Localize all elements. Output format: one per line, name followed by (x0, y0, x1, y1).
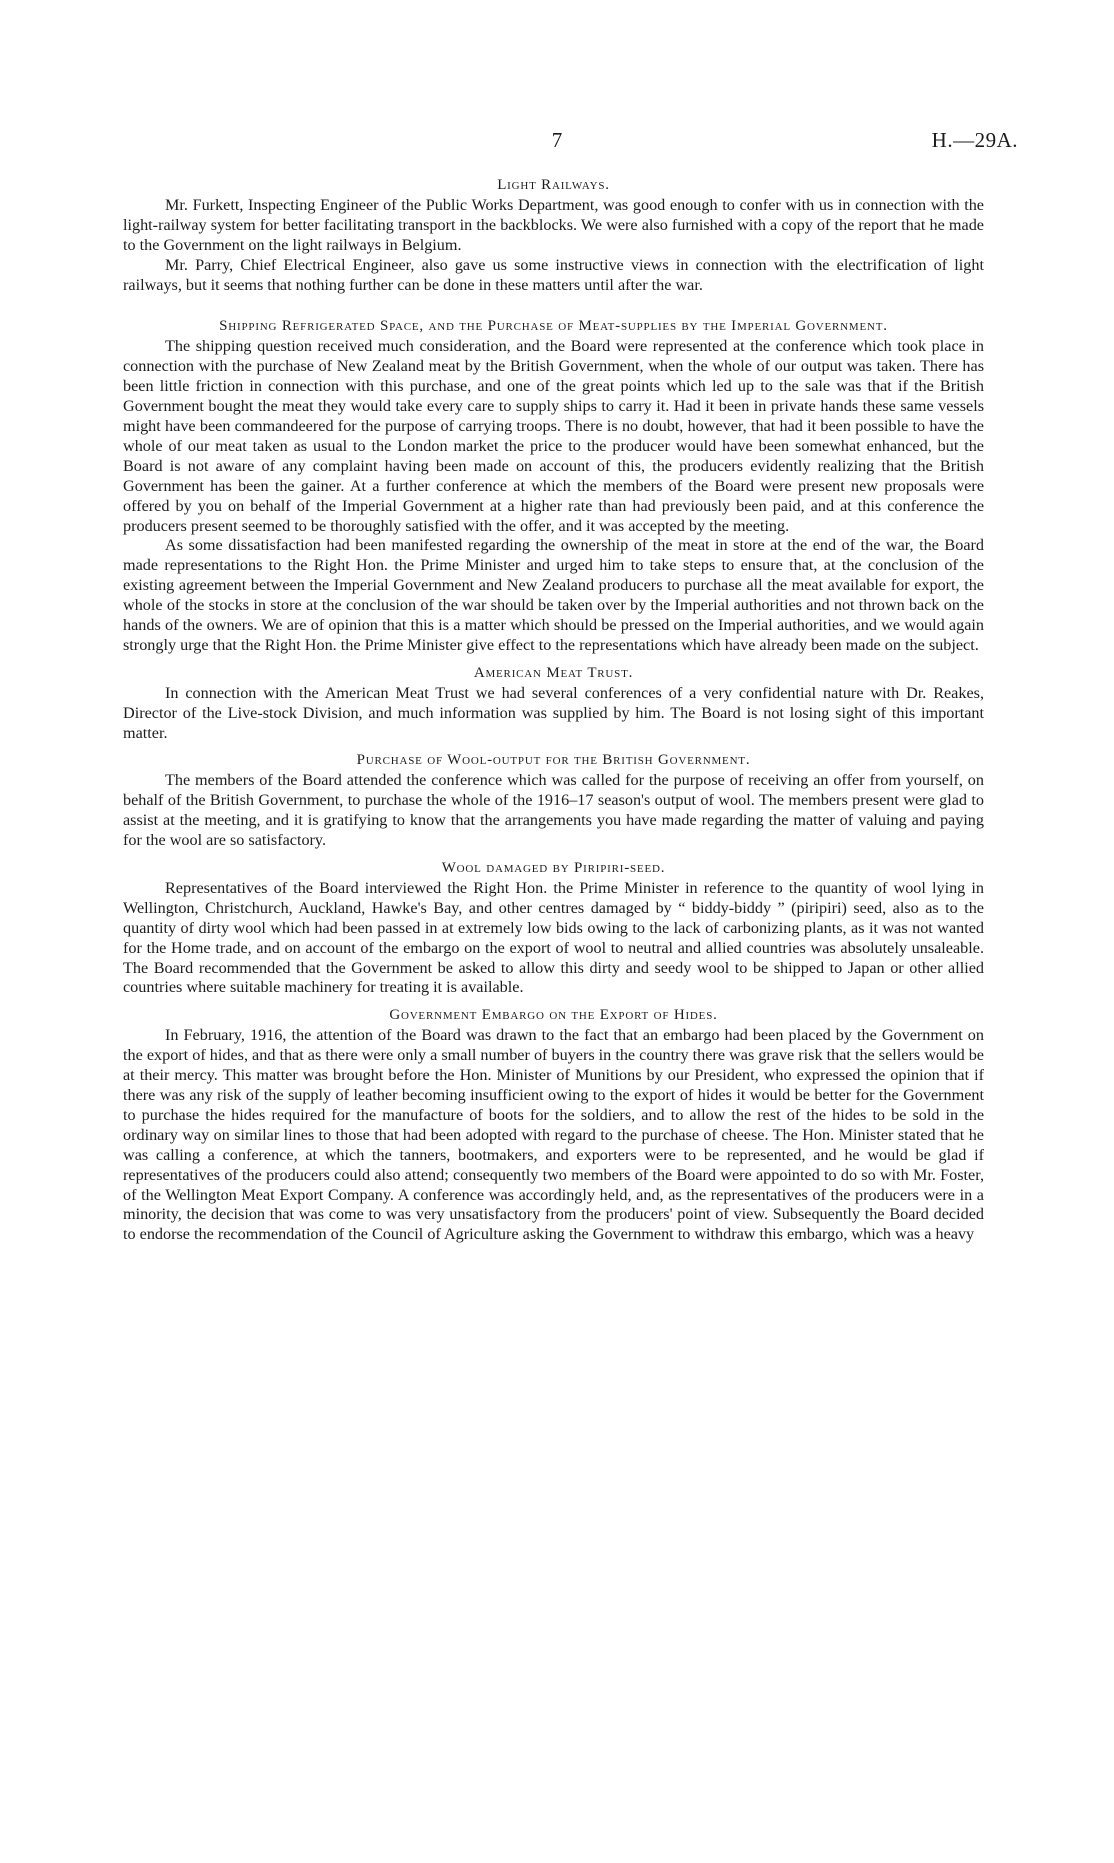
page-body (123, 176, 984, 1245)
section-heading: American Meat Trust. (473, 664, 634, 681)
paragraph: Representatives of the Board interviewed the Right Hon. the Prime Minister in reference to the quantity of wool lying in Wellington, Christchurch, Auckland, Hawke's Bay, and other centres damaged by “ biddy-biddy ” (piripiri) seed, also as to the quantity of dirty wool which had been passed in at extremely low bids owing to the lack of carbonizing plants, as it was not wanted for the Home trade, and on account of the embargo on the export of wool to neutral and allied countries was absolutely unsaleable. The Board recommended that the Government be asked to allow this dirty and seedy wool to be shipped to Japan or other allied countries where suitable machinery for treating it is available. (123, 878, 984, 997)
section-heading: Wool damaged by Piripiri-seed. (441, 860, 666, 876)
section-heading: Government Embargo on the Export of Hides. (389, 1007, 718, 1024)
section-embargo-on-export-of-hides (123, 1006, 984, 1245)
section-wool-damaged-by-piripiri (123, 859, 984, 998)
paragraph: Mr. Parry, Chief Electrical Engineer, also gave us some instructive views in connection with the electrification of light railways, but it seems that nothing further can be done in these matters until after the war. (123, 255, 984, 294)
section-heading: Light Railways. (497, 177, 610, 193)
document-reference: H.—29A. (931, 128, 1018, 152)
section-american-meat-trust (123, 664, 984, 744)
paragraph: The members of the Board attended the conference which was called for the purpose of receiving an offer from yourself, on behalf of the British Government, to purchase the whole of the 1916–17 season's output of wool. The members present were glad to assist at the meeting, and it is gratifying to know that the arrangements you have made regarding the matter of valuing and paying for the wool are so satisfactory. (123, 771, 984, 850)
paragraph: In connection with the American Meat Trust we had several conferences of a very confidential nature with Dr. Reakes, Director of the Live-stock Division, and much information was supplied by him. The Board is not losing sight of this important matter. (123, 683, 984, 742)
paragraph: As some dissatisfaction had been manifested regarding the ownership of the meat in store at the end of the war, the Board made representations to the Right Hon. the Prime Minister and urged him to take steps to ensure that, at the conclusion of the existing agreement between the Imperial Government and New Zealand producers to purchase all the meat available for export, the whole of the stocks in store at the conclusion of the war should be taken over by the Imperial authorities and not thrown back on the hands of the owners. We are of opinion that this is a matter which should be pressed on the Imperial authorities, and we would again strongly urge that the Right Hon. the Prime Minister give effect to the representations which have already been made on the subject. (123, 536, 984, 654)
section-light-railways (123, 176, 984, 295)
section-purchase-of-wool-output (123, 751, 984, 851)
paragraph: In February, 1916, the attention of the Board was drawn to the fact that an embargo had been placed by the Government on the export of hides, and that as there were only a small number of buyers in the country there was grave risk that the sellers would be at their mercy. This matter was brought before the Hon. Minister of Munitions by our President, who expressed the opinion that if there was any risk of the supply of leather becoming insufficient owing to the export of hides it would be better for the Government to purchase the hides required for the manufacture of boots for the soldiers, and to allow the rest of the hides to be sold in the ordinary way on similar lines to those that had been adopted with regard to the purchase of cheese. The Hon. Minister stated that he was calling a conference, at which the tanners, bootmakers, and exporters were to be represented, and he would be glad if representatives of the producers could also attend; consequently two members of the Board were appointed to do so with Mr. Foster, of the Wellington Meat Export Company. A conference was accordingly held, and, as the representatives of the producers were in a minority, the decision that was come to was very unsatisfactory from the producers' point of view. Subsequently the Board decided to endorse the recommendation of the Council of Agriculture asking the Government to withdraw this embargo, which was a heavy (123, 1026, 984, 1244)
section-heading: Purchase of Wool-output for the British Government. (356, 752, 751, 769)
page-number: 7 (551, 128, 563, 152)
paragraph: Mr. Furkett, Inspecting Engineer of the Public Works Department, was good enough to confer with us in connection with the light-railway system for better facilitating transport in the backblocks. We were also furnished with a copy of the report that he made to the Government on the light railways in Belgium. (123, 195, 984, 254)
section-shipping-refrigerated-space (123, 317, 984, 655)
section-heading: Shipping Refrigerated Space, and the Purchase of Meat-supplies by the Imperial Government. (219, 318, 888, 335)
paragraph: The shipping question received much consideration, and the Board were represented at the conference which took place in connection with the purchase of New Zealand meat by the British Government, when the whole of our output was taken. There has been little friction in connection with this purchase, and one of the great points which led up to the sale was that if the British Government bought the meat they would take every care to supply ships to carry it. Had it been in private hands these same vessels might have been commandeered for the purpose of carrying troops. There is no doubt, however, that had it been possible to have the whole of our meat taken as usual to the London market the price to the producer would have been somewhat enhanced, but the Board is not aware of any complaint having been made on account of this, the producers evidently realizing that the British Government has been the gainer. At a further conference at which the members of the Board were present new proposals were offered by you on behalf of the Imperial Government at a higher rate than had previously been paid, and at this conference the producers present seemed to be thoroughly satisfied with the offer, and it was accepted by the meeting. (123, 337, 984, 535)
